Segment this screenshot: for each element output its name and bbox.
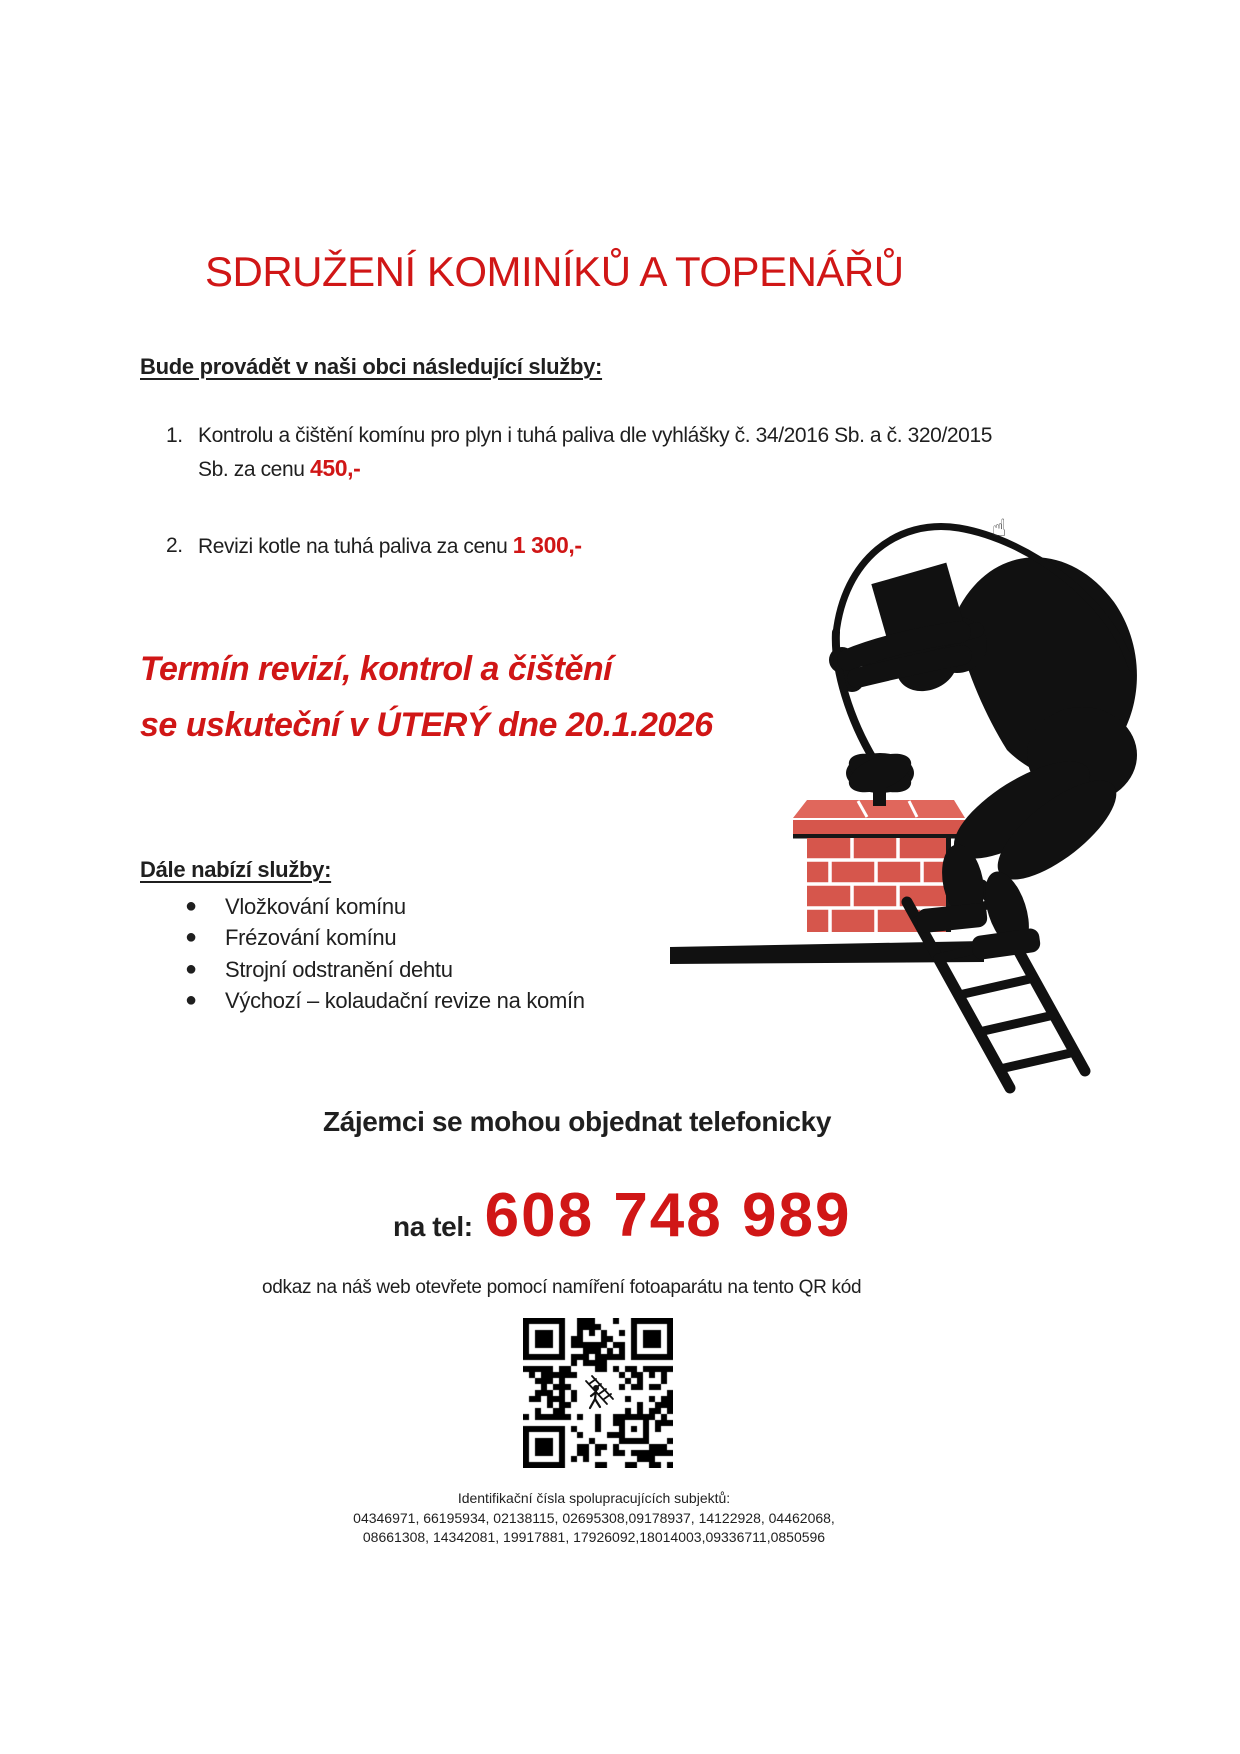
chimney-sweep-logo-icon [578,1373,618,1413]
page-title: SDRUŽENÍ KOMINÍKŮ A TOPENÁŘŮ [205,248,904,296]
footer-ids-heading: Identifikační čísla spolupracujících subjektů: [457,1490,731,1506]
footer-ids-line2: 08661308, 14342081, 19917881, 17926092,18014003,09336711,0850596 [362,1529,826,1545]
item-number: 2. [166,534,183,557]
extra-services-list [185,891,585,1017]
item-text: Kontrolu a čištění komínu pro plyn i tuhá paliva dle vyhlášky č. 34/2016 Sb. a č. 320/2015 Sb. za cenu [198,424,993,481]
item-number: 1. [166,424,183,447]
item-price: 1 300,- [512,532,582,558]
bullet-icon: ● [185,989,197,1012]
bullet-item [185,891,585,922]
bullet-item [185,985,585,1016]
phone-row [393,1180,851,1251]
chimney-sweep-illustration [662,470,1142,1095]
footer-ids [264,1489,924,1548]
date-announcement-line1: Termín revizí, kontrol a čištění [140,650,613,688]
date-announcement-line2: se uskuteční v ÚTERÝ dne 20.1.2026 [140,706,713,744]
item-text: Revizi kotle na tuhá paliva za cenu [198,535,513,558]
bullet-icon: ● [185,957,197,980]
bullet-text: Výchozí – kolaudační revize na komín [225,988,585,1014]
hand-cursor-icon: ☝ [992,515,1007,542]
phone-number: 608 748 989 [484,1181,852,1250]
bullet-item [185,922,585,953]
bullet-icon: ● [185,926,197,949]
bullet-text: Frézování komínu [225,925,397,951]
bullet-icon: ● [185,895,197,917]
extra-services-heading: Dále nabízí služby: [140,857,332,882]
chimney-brush [843,746,916,806]
bullet-item [185,954,585,985]
services-heading: Bude provádět v naši obci následující služby: [140,354,603,379]
item-price: 450,- [309,455,361,481]
bullet-text: Strojní odstranění dehtu [225,956,453,982]
phone-label: na tel: [393,1211,473,1242]
order-by-phone-line: Zájemci se mohou objednat telefonicky [323,1106,831,1137]
qr-code [523,1318,673,1468]
qr-instruction: odkaz na náš web otevřete pomocí namíření fotoaparátu na tento QR kód [262,1277,862,1298]
bullet-text: Vložkování komínu [225,894,406,919]
footer-ids-line1: 04346971, 66195934, 02138115, 02695308,09178937, 14122928, 04462068, [353,1509,835,1526]
